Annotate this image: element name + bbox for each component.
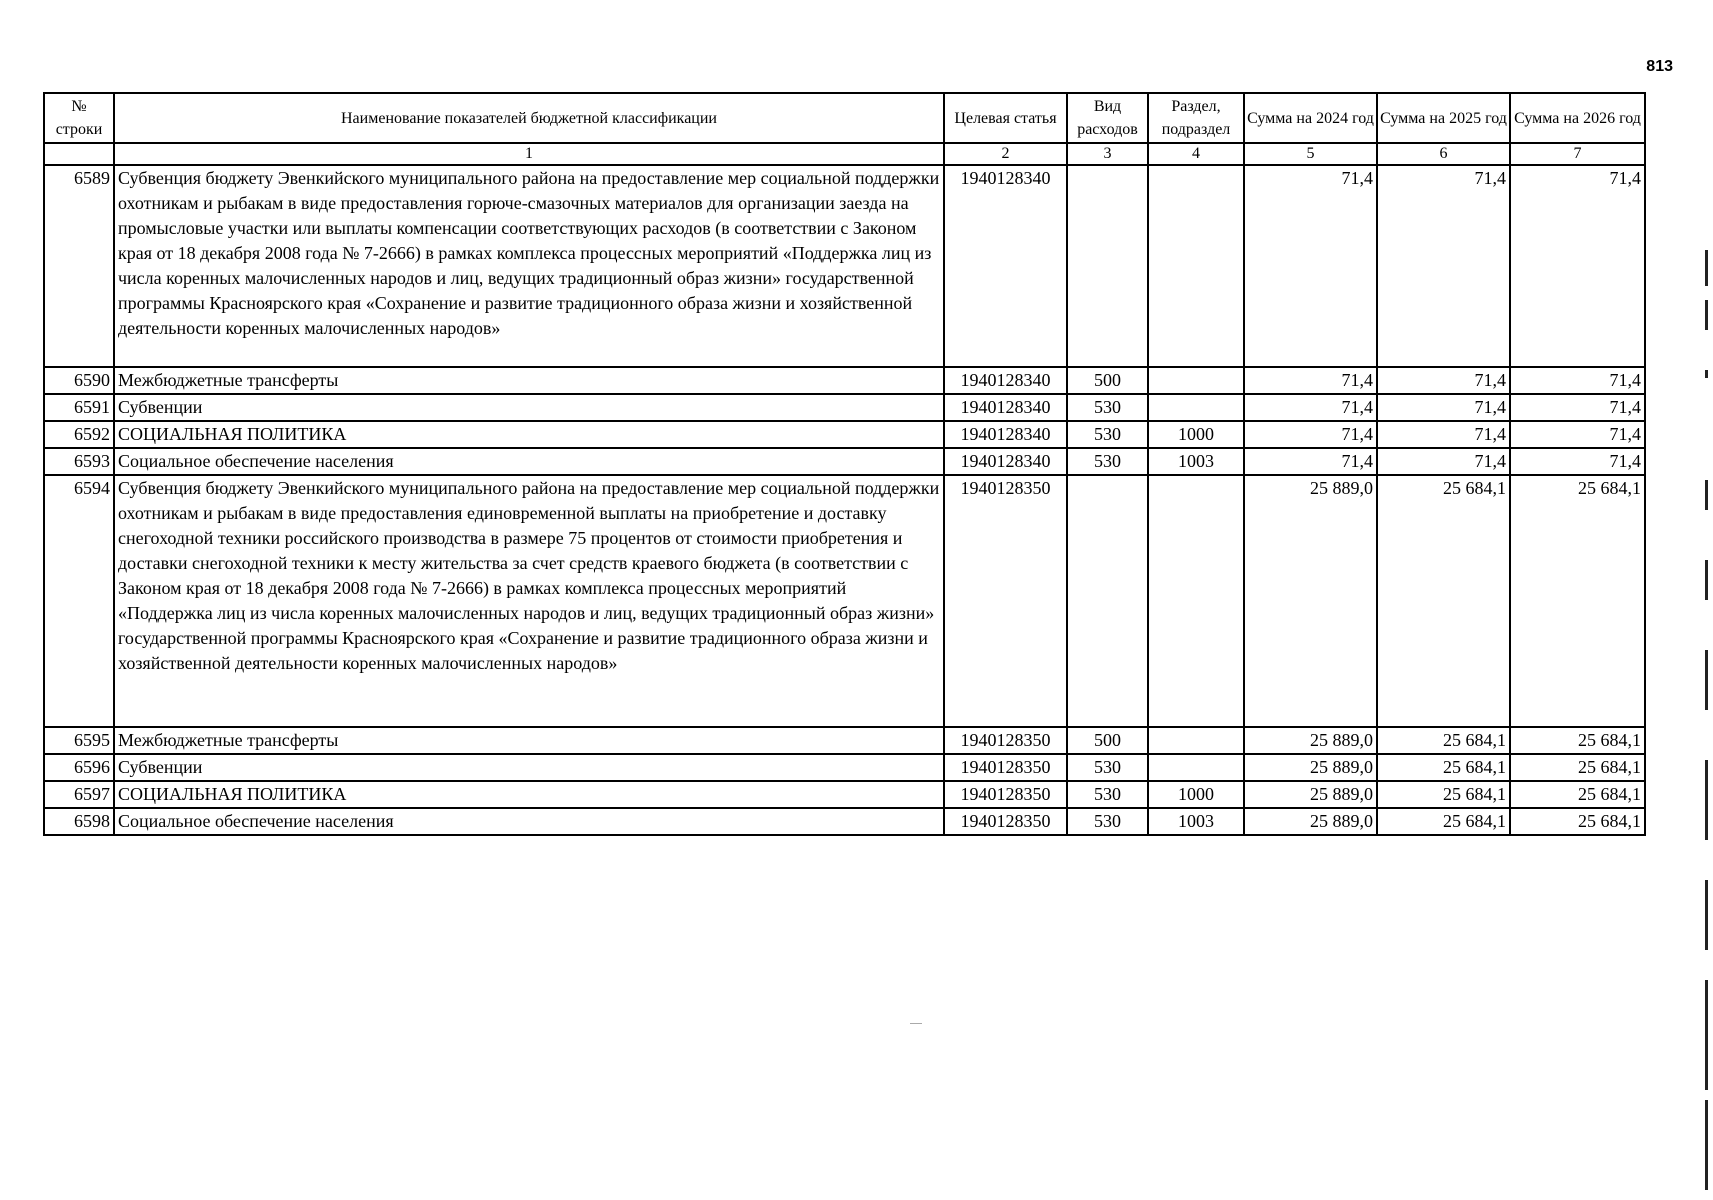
row-sum-2025: 71,4 <box>1377 394 1510 421</box>
row-sum-2025: 71,4 <box>1377 421 1510 448</box>
row-sum-2026: 71,4 <box>1510 421 1645 448</box>
row-name: Межбюджетные трансферты <box>114 367 944 394</box>
row-sum-2024: 71,4 <box>1244 367 1377 394</box>
scan-edge-mark <box>1705 300 1708 330</box>
row-target: 1940128340 <box>944 448 1067 475</box>
row-type: 500 <box>1067 727 1148 754</box>
row-sum-2024: 71,4 <box>1244 421 1377 448</box>
row-sum-2025: 25 684,1 <box>1377 727 1510 754</box>
row-sum-2025: 25 684,1 <box>1377 781 1510 808</box>
scan-edge-mark <box>1705 480 1708 510</box>
row-sum-2026: 25 684,1 <box>1510 754 1645 781</box>
row-sum-2026: 71,4 <box>1510 165 1645 367</box>
row-type: 530 <box>1067 448 1148 475</box>
column-number-7: 7 <box>1510 143 1645 165</box>
row-sum-2024: 71,4 <box>1244 394 1377 421</box>
row-sum-2024: 25 889,0 <box>1244 754 1377 781</box>
header-row <box>44 93 1645 143</box>
header-sum-2025: Сумма на 2025 год <box>1377 93 1510 143</box>
scan-dot <box>910 1023 922 1024</box>
column-number-3: 3 <box>1067 143 1148 165</box>
row-target: 1940128340 <box>944 421 1067 448</box>
row-number: 6591 <box>44 394 114 421</box>
row-sum-2024: 25 889,0 <box>1244 781 1377 808</box>
column-numbers-row <box>44 143 1645 165</box>
row-name: Субвенция бюджету Эвенкийского муниципального района на предоставление мер социальной поддержки охотникам и рыбакам в виде предоставления горюче-смазочных материалов для организации заезда на промысловые участки или выплаты компенсации соответствующих расходов (в соответствии с Законом края от 18 декабря 2008 года № 7-2666) в рамках комплекса процессных мероприятий «Поддержка лиц из числа коренных малочисленных народов и лиц, ведущих традиционный образ жизни» государственной программы Красноярского края «Сохранение и развитие традиционного образа жизни и хозяйственной деятельности коренных малочисленных народов» <box>114 165 944 367</box>
column-number-4: 4 <box>1148 143 1244 165</box>
row-type <box>1067 475 1148 727</box>
table-row <box>44 781 1645 808</box>
table-row <box>44 754 1645 781</box>
scan-edge-mark <box>1705 250 1708 286</box>
table-row <box>44 165 1645 367</box>
row-sum-2026: 71,4 <box>1510 394 1645 421</box>
row-sum-2025: 25 684,1 <box>1377 754 1510 781</box>
row-number: 6594 <box>44 475 114 727</box>
row-sum-2026: 25 684,1 <box>1510 781 1645 808</box>
table-row <box>44 727 1645 754</box>
row-number: 6596 <box>44 754 114 781</box>
scan-edge-mark <box>1705 650 1708 710</box>
row-sum-2026: 25 684,1 <box>1510 475 1645 727</box>
row-type: 530 <box>1067 421 1148 448</box>
row-sum-2026: 25 684,1 <box>1510 808 1645 835</box>
header-name: Наименование показателей бюджетной классификации <box>114 93 944 143</box>
row-number: 6595 <box>44 727 114 754</box>
row-sum-2024: 25 889,0 <box>1244 808 1377 835</box>
column-number-2: 2 <box>944 143 1067 165</box>
table-row <box>44 808 1645 835</box>
row-target: 1940128350 <box>944 781 1067 808</box>
row-sum-2025: 71,4 <box>1377 448 1510 475</box>
scan-edge-mark <box>1705 1100 1708 1190</box>
row-sum-2024: 25 889,0 <box>1244 727 1377 754</box>
row-type: 530 <box>1067 394 1148 421</box>
row-section <box>1148 475 1244 727</box>
header-sum-2026: Сумма на 2026 год <box>1510 93 1645 143</box>
row-sum-2025: 25 684,1 <box>1377 808 1510 835</box>
row-sum-2024: 71,4 <box>1244 165 1377 367</box>
row-target: 1940128340 <box>944 367 1067 394</box>
header-sum-2024: Сумма на 2024 год <box>1244 93 1377 143</box>
table-row <box>44 421 1645 448</box>
row-name: Межбюджетные трансферты <box>114 727 944 754</box>
row-name: СОЦИАЛЬНАЯ ПОЛИТИКА <box>114 421 944 448</box>
row-section <box>1148 727 1244 754</box>
row-type: 530 <box>1067 808 1148 835</box>
row-type <box>1067 165 1148 367</box>
scan-edge-mark <box>1705 980 1708 1090</box>
row-name: Субвенция бюджету Эвенкийского муниципального района на предоставление мер социальной поддержки охотникам и рыбакам в виде предоставления единовременной выплаты на приобретение и доставку снегоходной техники российского производства в размере 75 процентов от стоимости приобретения и доставки снегоходной техники к месту жительства за счет средств краевого бюджета (в соответствии с Законом края от 18 декабря 2008 года № 7-2666) в рамках комплекса процессных мероприятий «Поддержка лиц из числа коренных малочисленных народов и лиц, ведущих традиционный образ жизни» государственной программы Красноярского края «Сохранение и развитие традиционного образа жизни и хозяйственной деятельности коренных малочисленных народов» <box>114 475 944 727</box>
table-row <box>44 367 1645 394</box>
row-section: 1003 <box>1148 448 1244 475</box>
row-sum-2026: 25 684,1 <box>1510 727 1645 754</box>
row-target: 1940128350 <box>944 808 1067 835</box>
row-target: 1940128350 <box>944 727 1067 754</box>
header-row-no: № строки <box>44 93 114 143</box>
header-section: Раздел, подраздел <box>1148 93 1244 143</box>
row-name: Субвенции <box>114 754 944 781</box>
row-number: 6589 <box>44 165 114 367</box>
row-type: 530 <box>1067 781 1148 808</box>
row-type: 530 <box>1067 754 1148 781</box>
column-number-6: 6 <box>1377 143 1510 165</box>
row-target: 1940128340 <box>944 394 1067 421</box>
row-section: 1000 <box>1148 781 1244 808</box>
table-row <box>44 448 1645 475</box>
column-number-blank <box>44 143 114 165</box>
row-section <box>1148 754 1244 781</box>
row-sum-2025: 71,4 <box>1377 165 1510 367</box>
row-number: 6598 <box>44 808 114 835</box>
row-name: Социальное обеспечение населения <box>114 448 944 475</box>
row-section: 1000 <box>1148 421 1244 448</box>
row-name: Социальное обеспечение населения <box>114 808 944 835</box>
row-section: 1003 <box>1148 808 1244 835</box>
scan-edge-mark <box>1705 760 1708 840</box>
row-number: 6590 <box>44 367 114 394</box>
header-target: Целевая статья <box>944 93 1067 143</box>
row-name: СОЦИАЛЬНАЯ ПОЛИТИКА <box>114 781 944 808</box>
row-sum-2025: 71,4 <box>1377 367 1510 394</box>
row-name: Субвенции <box>114 394 944 421</box>
column-number-5: 5 <box>1244 143 1377 165</box>
row-sum-2024: 71,4 <box>1244 448 1377 475</box>
table-row <box>44 394 1645 421</box>
column-number-1: 1 <box>114 143 944 165</box>
row-section <box>1148 165 1244 367</box>
scan-edge-mark <box>1705 880 1708 950</box>
row-sum-2024: 25 889,0 <box>1244 475 1377 727</box>
header-type: Вид расходов <box>1067 93 1148 143</box>
row-target: 1940128350 <box>944 475 1067 727</box>
row-section <box>1148 367 1244 394</box>
row-number: 6597 <box>44 781 114 808</box>
table-row <box>44 475 1645 727</box>
row-number: 6593 <box>44 448 114 475</box>
page-number: 813 <box>1646 58 1673 75</box>
row-number: 6592 <box>44 421 114 448</box>
row-sum-2025: 25 684,1 <box>1377 475 1510 727</box>
scan-edge-mark <box>1705 370 1708 378</box>
row-section <box>1148 394 1244 421</box>
row-type: 500 <box>1067 367 1148 394</box>
budget-table <box>43 92 1646 836</box>
row-sum-2026: 71,4 <box>1510 448 1645 475</box>
row-sum-2026: 71,4 <box>1510 367 1645 394</box>
row-target: 1940128350 <box>944 754 1067 781</box>
scan-edge-mark <box>1705 560 1708 600</box>
row-target: 1940128340 <box>944 165 1067 367</box>
